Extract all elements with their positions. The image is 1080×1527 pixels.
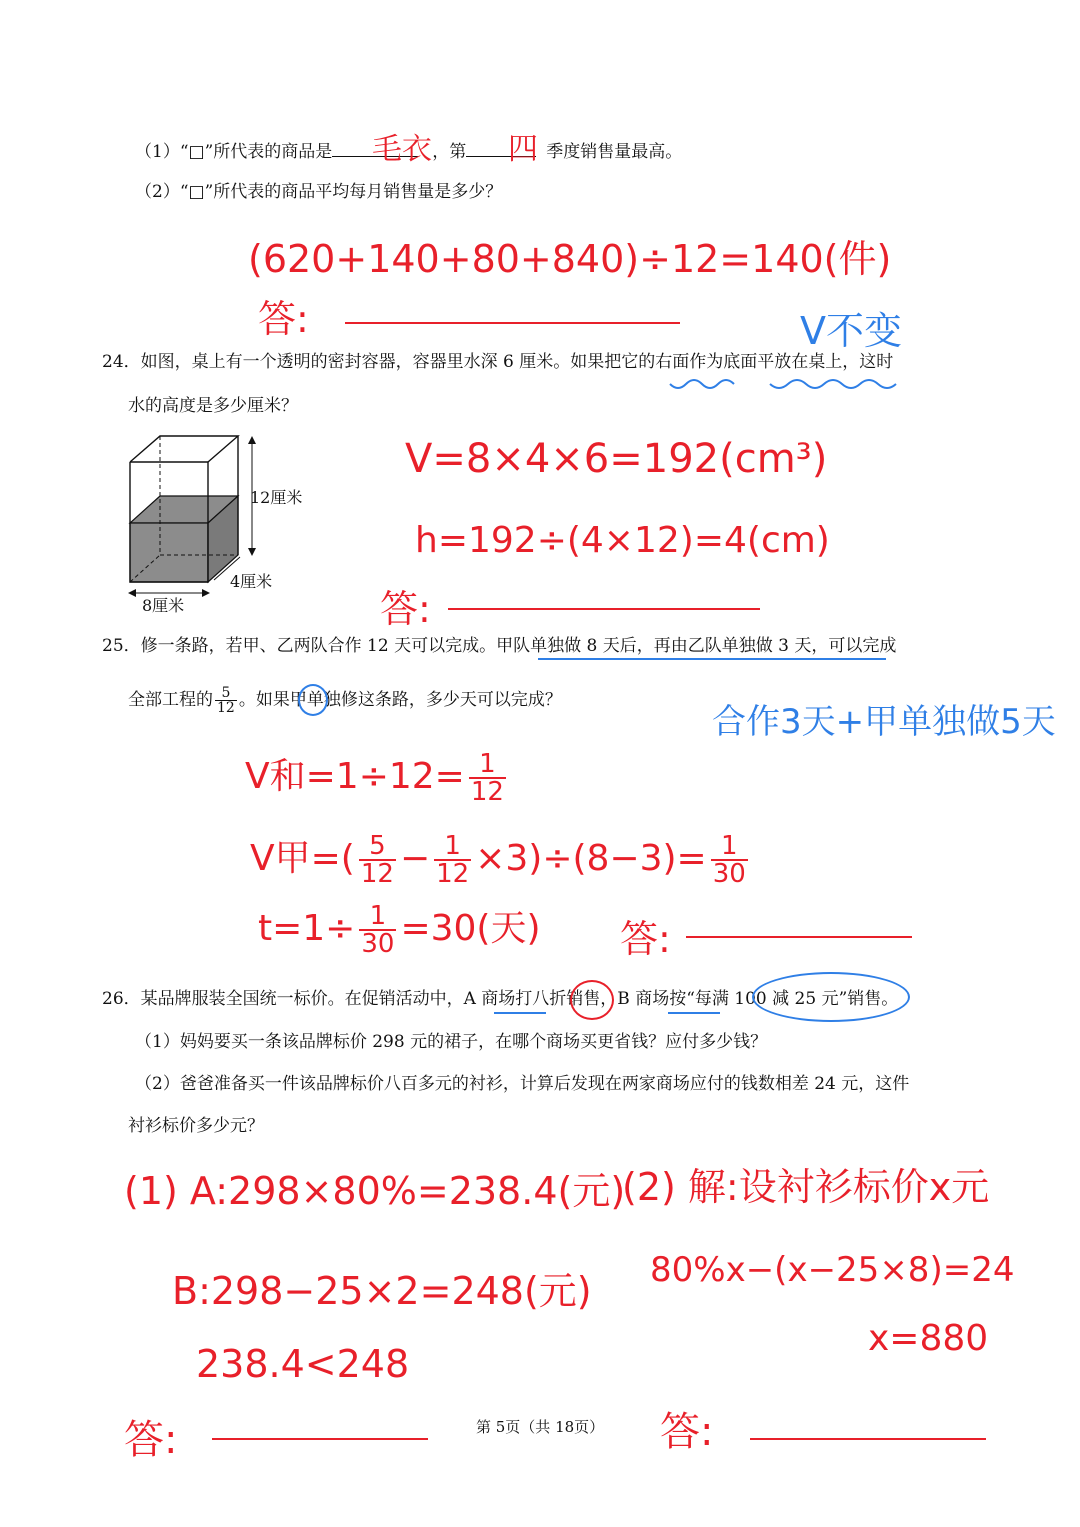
q24-wavy-underlines [660, 376, 920, 400]
q23-part1-text-b: ，第 [432, 142, 467, 162]
q25-work-2-frac-1 [359, 833, 396, 887]
q25-line-1: 25．修一条路，若甲、乙两队合作 12 天可以完成。甲队单独做 8 天后，再由乙队单独做 3 天，可以完成 [102, 636, 897, 656]
q26-work-left-1: (1) A:298×80%=238.4(元) [124, 1169, 626, 1213]
q26-blue-ellipse [752, 972, 910, 1022]
q25-work-2-text-c: ×3)÷(8−3)= [475, 838, 707, 879]
q23-part1-text-a: （1）“□”所代表的商品是 [135, 142, 333, 162]
q25-answer-mark: 答: [620, 917, 671, 961]
q26-answer-mark-left: 答: [124, 1417, 178, 1463]
q25-work-1-frac [469, 751, 506, 805]
q25-work-1-frac-n: 1 [469, 751, 506, 779]
q26-underline-a [494, 1012, 546, 1014]
page-footer: 第 5页（共 18页） [476, 1418, 605, 1436]
q26-answer-line-left [212, 1438, 428, 1440]
q23-part1-text-c: 季度销售量最高。 [546, 142, 683, 162]
q25-note: 合作3天+甲单独做5天 [712, 702, 1056, 742]
q25-work-2 [250, 830, 752, 887]
q25-work-2-frac-2 [434, 833, 471, 887]
q26-work-left-2: B:298−25×2=248(元) [172, 1269, 592, 1313]
q26-red-circle [570, 980, 614, 1020]
q25-work-2-frac-2-d: 12 [436, 859, 470, 889]
q25-work-3-text-b: =30(天) [400, 908, 541, 949]
q26-work-left-3: 238.4<248 [196, 1342, 410, 1386]
q25-circle-mark [298, 684, 328, 716]
q25-work-2-frac-3-n: 1 [711, 833, 748, 861]
q24-answer-mark: 答: [380, 587, 431, 631]
q23-part2: （2）“□”所代表的商品平均每月销售量是多少？ [135, 182, 503, 202]
q24-container-figure [110, 430, 320, 620]
q25-line-2 [128, 686, 562, 715]
q25-work-1-text: V和=1÷12= [245, 756, 465, 797]
q24-label-width: 8厘米 [142, 596, 185, 615]
q24-label-height: 12厘米 [250, 488, 303, 507]
q25-work-2-frac-1-d: 12 [360, 859, 394, 889]
q26-answer-line-right [750, 1438, 986, 1440]
q26-part2-a: （2）爸爸准备买一件该品牌标价八百多元的衬衫，计算后发现在两家商场应付的钱数相差 24 元，这件 [135, 1074, 910, 1094]
q24-note: V不变 [800, 309, 902, 353]
q25-underline [538, 658, 886, 660]
q25-work-1-frac-d: 12 [470, 777, 504, 807]
q25-line-2-text-b: 。如果甲单独修这条路，多少天可以完成？ [238, 690, 562, 710]
q26-work-right-1: (2) 解:设衬衫标价x元 [622, 1165, 990, 1209]
q24-label-depth: 4厘米 [230, 572, 273, 591]
q26-part1: （1）妈妈要买一条该品牌标价 298 元的裙子，在哪个商场买更省钱？应付多少钱？ [135, 1032, 768, 1052]
q25-work-3-text-a: t=1÷ [258, 908, 356, 949]
q23-answer-1: 毛衣 [372, 132, 432, 167]
q26-underline-b [668, 1012, 720, 1014]
q25-work-2-text-a: V甲=( [250, 838, 355, 879]
q25-work-2-frac-3 [711, 833, 748, 887]
q26-answer-mark-right: 答: [660, 1409, 714, 1455]
q26-work-right-2: 80%x−(x−25×8)=24 [650, 1250, 1015, 1290]
q26-line-1: 26．某品牌服装全国统一标价。在促销活动中，A 商场打八折销售，B 商场按“每满 100 减 25 元”销售。 [102, 989, 899, 1009]
q24-line-1: 24．如图，桌上有一个透明的密封容器，容器里水深 6 厘米。如果把它的右面作为底面平放在桌上，这时 [102, 352, 894, 372]
q25-work-3-frac-n: 1 [359, 903, 396, 931]
q25-fraction [215, 686, 237, 715]
q25-fraction-num: 5 [215, 686, 237, 701]
q25-fraction-den: 12 [217, 700, 235, 716]
q25-work-3-frac-d: 30 [361, 929, 395, 959]
q23-work: (620+140+80+840)÷12=140(件) [248, 237, 892, 281]
q24-line-2: 水的高度是多少厘米？ [128, 396, 298, 416]
q25-line-2-text-a: 全部工程的 [128, 690, 213, 710]
q24-work-1: V=8×4×6=192(cm³) [405, 436, 828, 482]
q24-work-2: h=192÷(4×12)=4(cm) [415, 520, 830, 561]
q25-work-1 [245, 748, 510, 805]
q25-answer-line [686, 936, 912, 938]
q23-answer-2: 四 [508, 132, 538, 167]
q26-work-right-3: x=880 [868, 1318, 989, 1359]
q24-answer-line [448, 608, 760, 610]
q23-answer-line [345, 322, 680, 324]
q25-work-2-frac-3-d: 30 [712, 859, 746, 889]
q25-work-2-frac-2-n: 1 [434, 833, 471, 861]
q23-answer-mark: 答: [258, 297, 309, 341]
q25-work-3-frac [359, 903, 396, 957]
q26-part2-b: 衬衫标价多少元？ [128, 1116, 264, 1136]
q25-work-3 [258, 900, 541, 957]
q25-work-2-frac-1-n: 5 [359, 833, 396, 861]
q25-work-2-text-b: − [399, 838, 431, 879]
